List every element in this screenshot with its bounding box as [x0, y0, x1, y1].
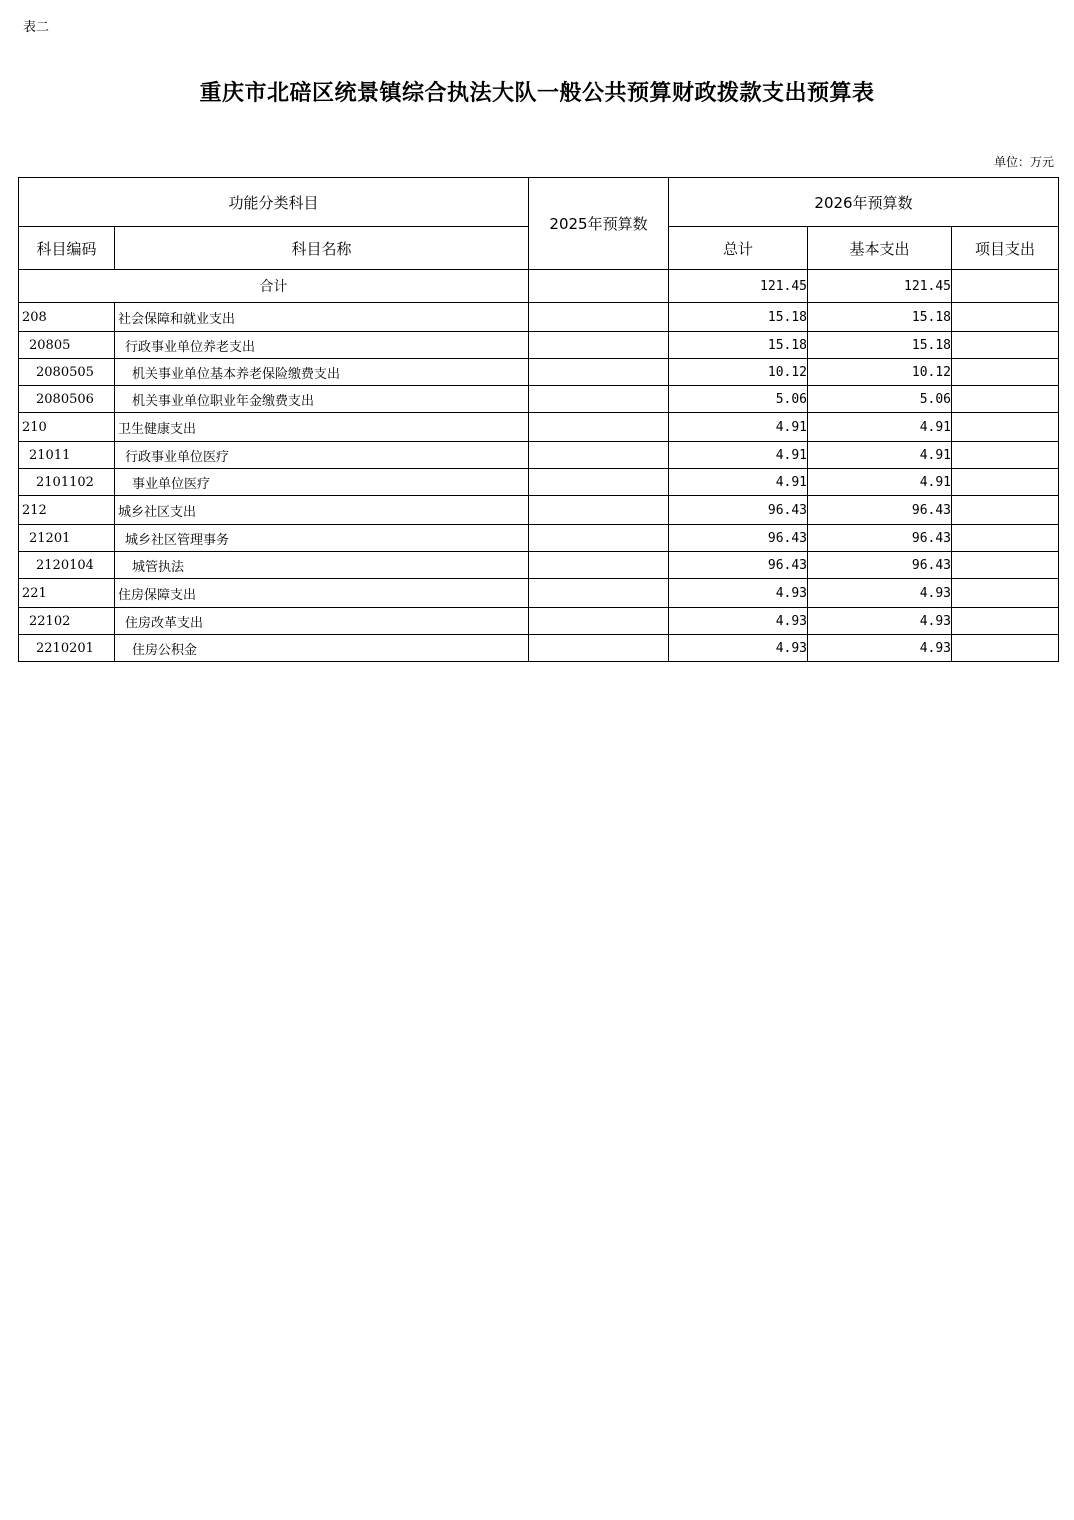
row-name: 机关事业单位职业年金缴费支出 — [115, 386, 529, 413]
row-name: 卫生健康支出 — [115, 413, 529, 442]
header-row-1 — [19, 178, 1059, 227]
row-budget-2025 — [529, 608, 669, 635]
row-name: 城管执法 — [115, 552, 529, 579]
header-project: 项目支出 — [952, 227, 1059, 270]
header-functional-category: 功能分类科目 — [19, 178, 529, 227]
row-project — [952, 525, 1059, 552]
table-row — [19, 442, 1059, 469]
table-row — [19, 579, 1059, 608]
row-total: 15.18 — [669, 332, 808, 359]
row-code: 2080506 — [19, 386, 115, 413]
total-label: 合计 — [19, 270, 529, 303]
header-name: 科目名称 — [115, 227, 529, 270]
row-project — [952, 608, 1059, 635]
header-budget-2026: 2026年预算数 — [669, 178, 1059, 227]
row-project — [952, 332, 1059, 359]
total-total: 121.45 — [669, 270, 808, 303]
row-code: 21201 — [19, 525, 115, 552]
total-budget-2025 — [529, 270, 669, 303]
row-total: 4.91 — [669, 413, 808, 442]
row-name: 行政事业单位医疗 — [115, 442, 529, 469]
table-row — [19, 552, 1059, 579]
row-total: 4.93 — [669, 608, 808, 635]
row-budget-2025 — [529, 496, 669, 525]
row-basic: 96.43 — [808, 552, 952, 579]
row-basic: 4.91 — [808, 413, 952, 442]
row-code: 21011 — [19, 442, 115, 469]
header-basic: 基本支出 — [808, 227, 952, 270]
row-budget-2025 — [529, 635, 669, 662]
row-budget-2025 — [529, 469, 669, 496]
table-row — [19, 386, 1059, 413]
row-project — [952, 442, 1059, 469]
row-basic: 96.43 — [808, 496, 952, 525]
row-code: 22102 — [19, 608, 115, 635]
row-project — [952, 469, 1059, 496]
row-code: 2210201 — [19, 635, 115, 662]
row-budget-2025 — [529, 303, 669, 332]
row-code: 221 — [19, 579, 115, 608]
row-name: 事业单位医疗 — [115, 469, 529, 496]
total-row — [19, 270, 1059, 303]
table-row — [19, 496, 1059, 525]
table-row — [19, 608, 1059, 635]
row-name: 城乡社区管理事务 — [115, 525, 529, 552]
row-budget-2025 — [529, 579, 669, 608]
header-budget-2025: 2025年预算数 — [529, 178, 669, 270]
row-basic: 4.93 — [808, 608, 952, 635]
row-total: 15.18 — [669, 303, 808, 332]
total-basic: 121.45 — [808, 270, 952, 303]
table-row — [19, 303, 1059, 332]
row-basic: 4.93 — [808, 579, 952, 608]
row-total: 96.43 — [669, 496, 808, 525]
row-basic: 4.91 — [808, 469, 952, 496]
row-budget-2025 — [529, 552, 669, 579]
row-project — [952, 635, 1059, 662]
row-budget-2025 — [529, 332, 669, 359]
row-total: 5.06 — [669, 386, 808, 413]
row-project — [952, 386, 1059, 413]
row-project — [952, 359, 1059, 386]
table-row — [19, 413, 1059, 442]
row-budget-2025 — [529, 525, 669, 552]
unit-label: 单位：万元 — [993, 155, 1054, 169]
budget-table — [18, 177, 1059, 662]
row-budget-2025 — [529, 442, 669, 469]
row-code: 20805 — [19, 332, 115, 359]
row-project — [952, 552, 1059, 579]
header-total: 总计 — [669, 227, 808, 270]
row-code: 210 — [19, 413, 115, 442]
row-code: 208 — [19, 303, 115, 332]
row-total: 96.43 — [669, 552, 808, 579]
row-basic: 96.43 — [808, 525, 952, 552]
row-code: 2080505 — [19, 359, 115, 386]
row-basic: 15.18 — [808, 332, 952, 359]
table-row — [19, 635, 1059, 662]
row-total: 4.91 — [669, 469, 808, 496]
row-budget-2025 — [529, 359, 669, 386]
row-name: 城乡社区支出 — [115, 496, 529, 525]
table-row — [19, 525, 1059, 552]
row-code: 2120104 — [19, 552, 115, 579]
row-total: 10.12 — [669, 359, 808, 386]
row-budget-2025 — [529, 386, 669, 413]
row-name: 住房改革支出 — [115, 608, 529, 635]
table-row — [19, 332, 1059, 359]
row-name: 机关事业单位基本养老保险缴费支出 — [115, 359, 529, 386]
row-total: 4.93 — [669, 635, 808, 662]
row-total: 4.93 — [669, 579, 808, 608]
row-name: 社会保障和就业支出 — [115, 303, 529, 332]
row-name: 住房公积金 — [115, 635, 529, 662]
row-code: 212 — [19, 496, 115, 525]
row-name: 行政事业单位养老支出 — [115, 332, 529, 359]
header-code: 科目编码 — [19, 227, 115, 270]
sheet-label: 表二 — [23, 20, 50, 35]
row-basic: 10.12 — [808, 359, 952, 386]
row-name: 住房保障支出 — [115, 579, 529, 608]
row-project — [952, 303, 1059, 332]
row-project — [952, 413, 1059, 442]
row-basic: 5.06 — [808, 386, 952, 413]
row-project — [952, 496, 1059, 525]
row-basic: 4.93 — [808, 635, 952, 662]
row-code: 2101102 — [19, 469, 115, 496]
row-total: 96.43 — [669, 525, 808, 552]
row-total: 4.91 — [669, 442, 808, 469]
total-project — [952, 270, 1059, 303]
row-project — [952, 579, 1059, 608]
table-row — [19, 469, 1059, 496]
table-row — [19, 359, 1059, 386]
page-title: 重庆市北碚区统景镇综合执法大队一般公共预算财政拨款支出预算表 — [199, 80, 875, 106]
row-basic: 4.91 — [808, 442, 952, 469]
row-basic: 15.18 — [808, 303, 952, 332]
row-budget-2025 — [529, 413, 669, 442]
